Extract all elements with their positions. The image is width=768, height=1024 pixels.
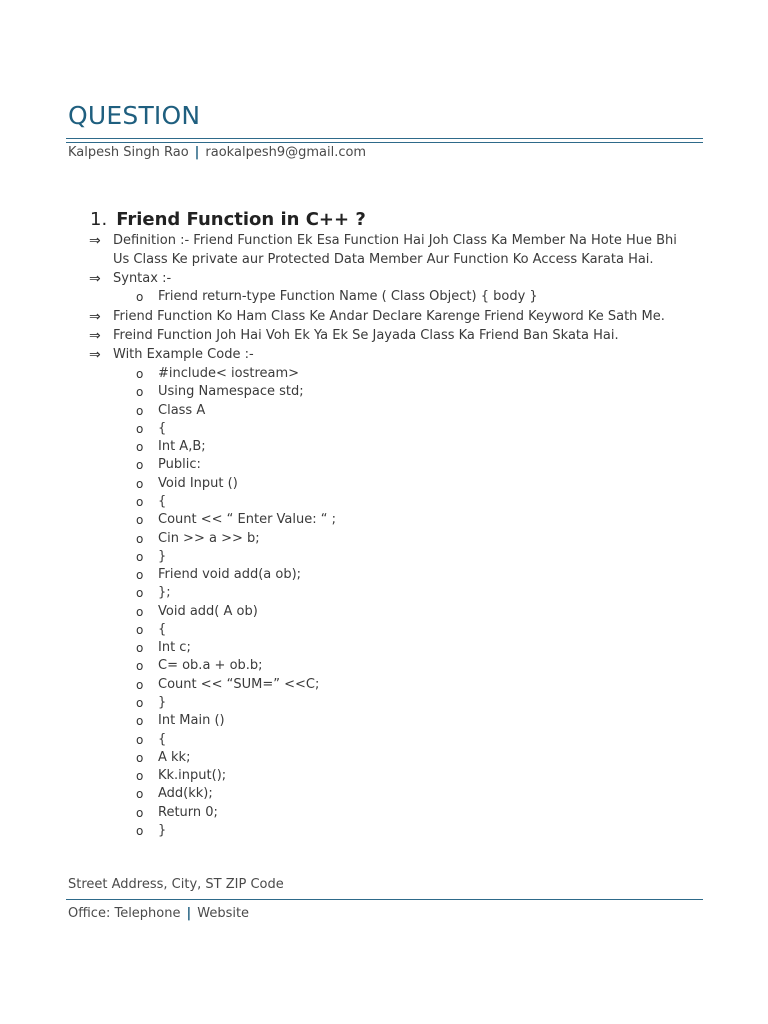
circle-bullet-icon: o — [136, 824, 144, 838]
circle-bullet-icon: o — [136, 422, 144, 436]
code-line: { — [158, 421, 167, 436]
definition-line-1: Definition :- Friend Function Ek Esa Function Hai Joh Class Ka Member Na Hote Hue Bhi — [113, 233, 677, 248]
footer-divider — [66, 899, 703, 900]
circle-bullet-icon: o — [136, 605, 144, 619]
circle-bullet-icon: o — [136, 290, 144, 304]
code-line: Count << “SUM=” <<C; — [158, 677, 320, 692]
code-line: Int Main () — [158, 713, 225, 728]
syntax-item: Friend return-type Function Name ( Class Object) { body } — [158, 289, 538, 304]
code-line: Cin >> a >> b; — [158, 531, 260, 546]
circle-bullet-icon: o — [136, 568, 144, 582]
code-line: Friend void add(a ob); — [158, 567, 302, 582]
code-line: Kk.input(); — [158, 768, 227, 783]
circle-bullet-icon: o — [136, 678, 144, 692]
code-line: } — [158, 695, 167, 710]
author-email: raokalpesh9@gmail.com — [205, 145, 367, 160]
circle-bullet-icon: o — [136, 751, 144, 765]
circle-bullet-icon: o — [136, 787, 144, 801]
author-name: Kalpesh Singh Rao — [68, 145, 189, 160]
code-line: Void Input () — [158, 476, 238, 491]
code-line: C= ob.a + ob.b; — [158, 658, 263, 673]
example-label: With Example Code :- — [113, 347, 254, 362]
circle-bullet-icon: o — [136, 696, 144, 710]
circle-bullet-icon: o — [136, 385, 144, 399]
code-line: #include< iostream> — [158, 366, 300, 381]
code-line: } — [158, 549, 167, 564]
code-line: Void add( A ob) — [158, 604, 258, 619]
footer-separator: | — [186, 906, 192, 921]
circle-bullet-icon: o — [136, 641, 144, 655]
code-line: Int A,B; — [158, 439, 206, 454]
question-heading-text: Friend Function in C++ ? — [116, 209, 366, 230]
footer-contact — [68, 906, 249, 921]
definition-line-2: Us Class Ke private aur Protected Data Member Aur Function Ko Access Karata Hai. — [113, 252, 654, 267]
footer-address: Street Address, City, ST ZIP Code — [68, 877, 284, 892]
question-number: 1. — [90, 209, 108, 230]
arrow-bullet-icon: ⇒ — [89, 328, 101, 344]
circle-bullet-icon: o — [136, 495, 144, 509]
page-title: QUESTION — [68, 101, 201, 130]
code-line: { — [158, 732, 167, 747]
arrow-bullet-icon: ⇒ — [89, 271, 101, 287]
circle-bullet-icon: o — [136, 659, 144, 673]
code-line: { — [158, 622, 167, 637]
arrow-bullet-icon: ⇒ — [89, 233, 101, 249]
circle-bullet-icon: o — [136, 532, 144, 546]
author-separator: | — [194, 145, 200, 160]
code-line: A kk; — [158, 750, 191, 765]
code-line: Class A — [158, 403, 206, 418]
circle-bullet-icon: o — [136, 550, 144, 564]
question-heading — [90, 209, 366, 230]
header-divider — [66, 138, 703, 143]
circle-bullet-icon: o — [136, 458, 144, 472]
code-line: } — [158, 823, 167, 838]
code-line: }; — [158, 585, 171, 600]
circle-bullet-icon: o — [136, 714, 144, 728]
point-3: Freind Function Joh Hai Voh Ek Ya Ek Se Jayada Class Ka Friend Ban Skata Hai. — [113, 328, 619, 343]
circle-bullet-icon: o — [136, 367, 144, 381]
arrow-bullet-icon: ⇒ — [89, 347, 101, 363]
circle-bullet-icon: o — [136, 477, 144, 491]
footer-office: Office: Telephone — [68, 906, 181, 921]
syntax-label: Syntax :- — [113, 271, 172, 286]
footer-website: Website — [197, 906, 250, 921]
circle-bullet-icon: o — [136, 806, 144, 820]
circle-bullet-icon: o — [136, 623, 144, 637]
author-line — [68, 145, 366, 160]
circle-bullet-icon: o — [136, 440, 144, 454]
circle-bullet-icon: o — [136, 586, 144, 600]
circle-bullet-icon: o — [136, 404, 144, 418]
code-line: Using Namespace std; — [158, 384, 304, 399]
code-line: Int c; — [158, 640, 191, 655]
code-line: Public: — [158, 457, 201, 472]
code-line: Count << “ Enter Value: “ ; — [158, 512, 337, 527]
code-line: { — [158, 494, 167, 509]
circle-bullet-icon: o — [136, 513, 144, 527]
arrow-bullet-icon: ⇒ — [89, 309, 101, 325]
circle-bullet-icon: o — [136, 769, 144, 783]
code-line: Add(kk); — [158, 786, 213, 801]
circle-bullet-icon: o — [136, 733, 144, 747]
point-2: Friend Function Ko Ham Class Ke Andar Declare Karenge Friend Keyword Ke Sath Me. — [113, 309, 665, 324]
code-line: Return 0; — [158, 805, 218, 820]
